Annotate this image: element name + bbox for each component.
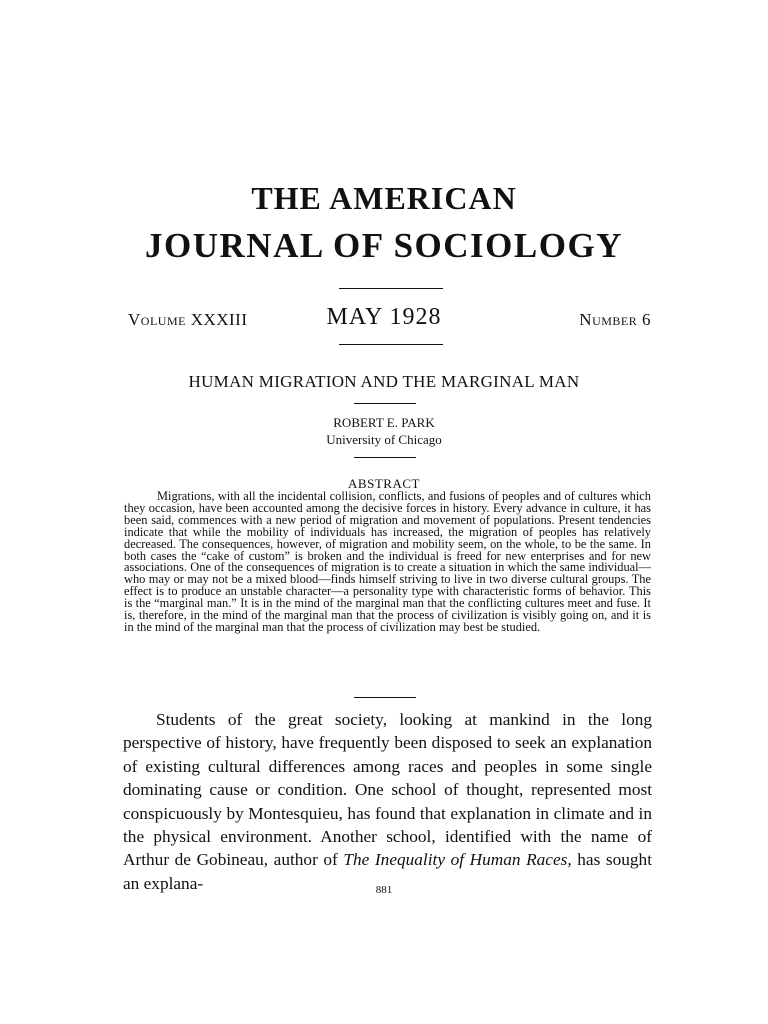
divider-rule bbox=[354, 403, 416, 404]
divider-rule bbox=[339, 344, 443, 345]
divider-rule bbox=[354, 697, 416, 698]
issue-number: Number 6 bbox=[579, 310, 651, 329]
divider-rule bbox=[339, 288, 443, 289]
body-text-part: has sought an explana- bbox=[123, 850, 653, 893]
article-title: HUMAN MIGRATION AND THE MARGINAL MAN bbox=[188, 372, 580, 391]
issue-date: MAY 1928 bbox=[326, 304, 442, 330]
author-name: ROBERT E. PARK bbox=[333, 415, 435, 430]
body-text-part: Students of the great society, looking at mankind in the long perspective of history, have frequently been disposed to seek an explanation of existing cultural differences among races and peoples in some single dominating cause or condition. One school of thought, represented most conspicuously by Montesquieu, has found that explanation in climate and in the physical environment. Another school, identified with the name of Arthur de Gobineau, author of bbox=[123, 710, 652, 870]
body-paragraph bbox=[123, 708, 652, 895]
book-title-italic: The Inequality of Human Races, bbox=[343, 850, 572, 870]
volume-label: Volume XXXIII bbox=[128, 310, 248, 329]
issue-info-line bbox=[0, 306, 768, 336]
abstract-text: Migrations, with all the incidental collision, conflicts, and fusions of peoples and of cultures which they occasion, have been accounted among the decisive forces in history. Every advance in culture, it has been said, commences with a new period of migration and movement of populations. Present tendencies indicate that while the mobility of individuals has increased, the migration of peoples has relatively decreased. The consequences, however, of migration and mobility seem, on the whole, to be the same. In both cases the “cake of custom” is broken and the individual is freed for new enterprises and for new associations. One of the consequences of migration is to create a situation in which the same individual—who may or may not be a mixed blood—finds himself striving to live in two diverse cultural groups. The effect is to produce an unstable character—a personality type with characteristic forms of behavior. This is the “marginal man.” It is in the mind of the marginal man that the conflicting cultures meet and fuse. It is, therefore, in the mind of the marginal man that the process of civilization is visibly going on, and it is in the mind of the marginal man that the process of civilization may best be studied. bbox=[124, 489, 651, 634]
divider-rule bbox=[354, 457, 416, 458]
author-affiliation: University of Chicago bbox=[326, 432, 442, 447]
journal-title-line-1: THE AMERICAN bbox=[251, 180, 517, 216]
journal-title-line-2: JOURNAL OF SOCIOLOGY bbox=[145, 226, 623, 265]
page-number: 881 bbox=[375, 884, 393, 896]
abstract-heading: ABSTRACT bbox=[348, 476, 420, 491]
